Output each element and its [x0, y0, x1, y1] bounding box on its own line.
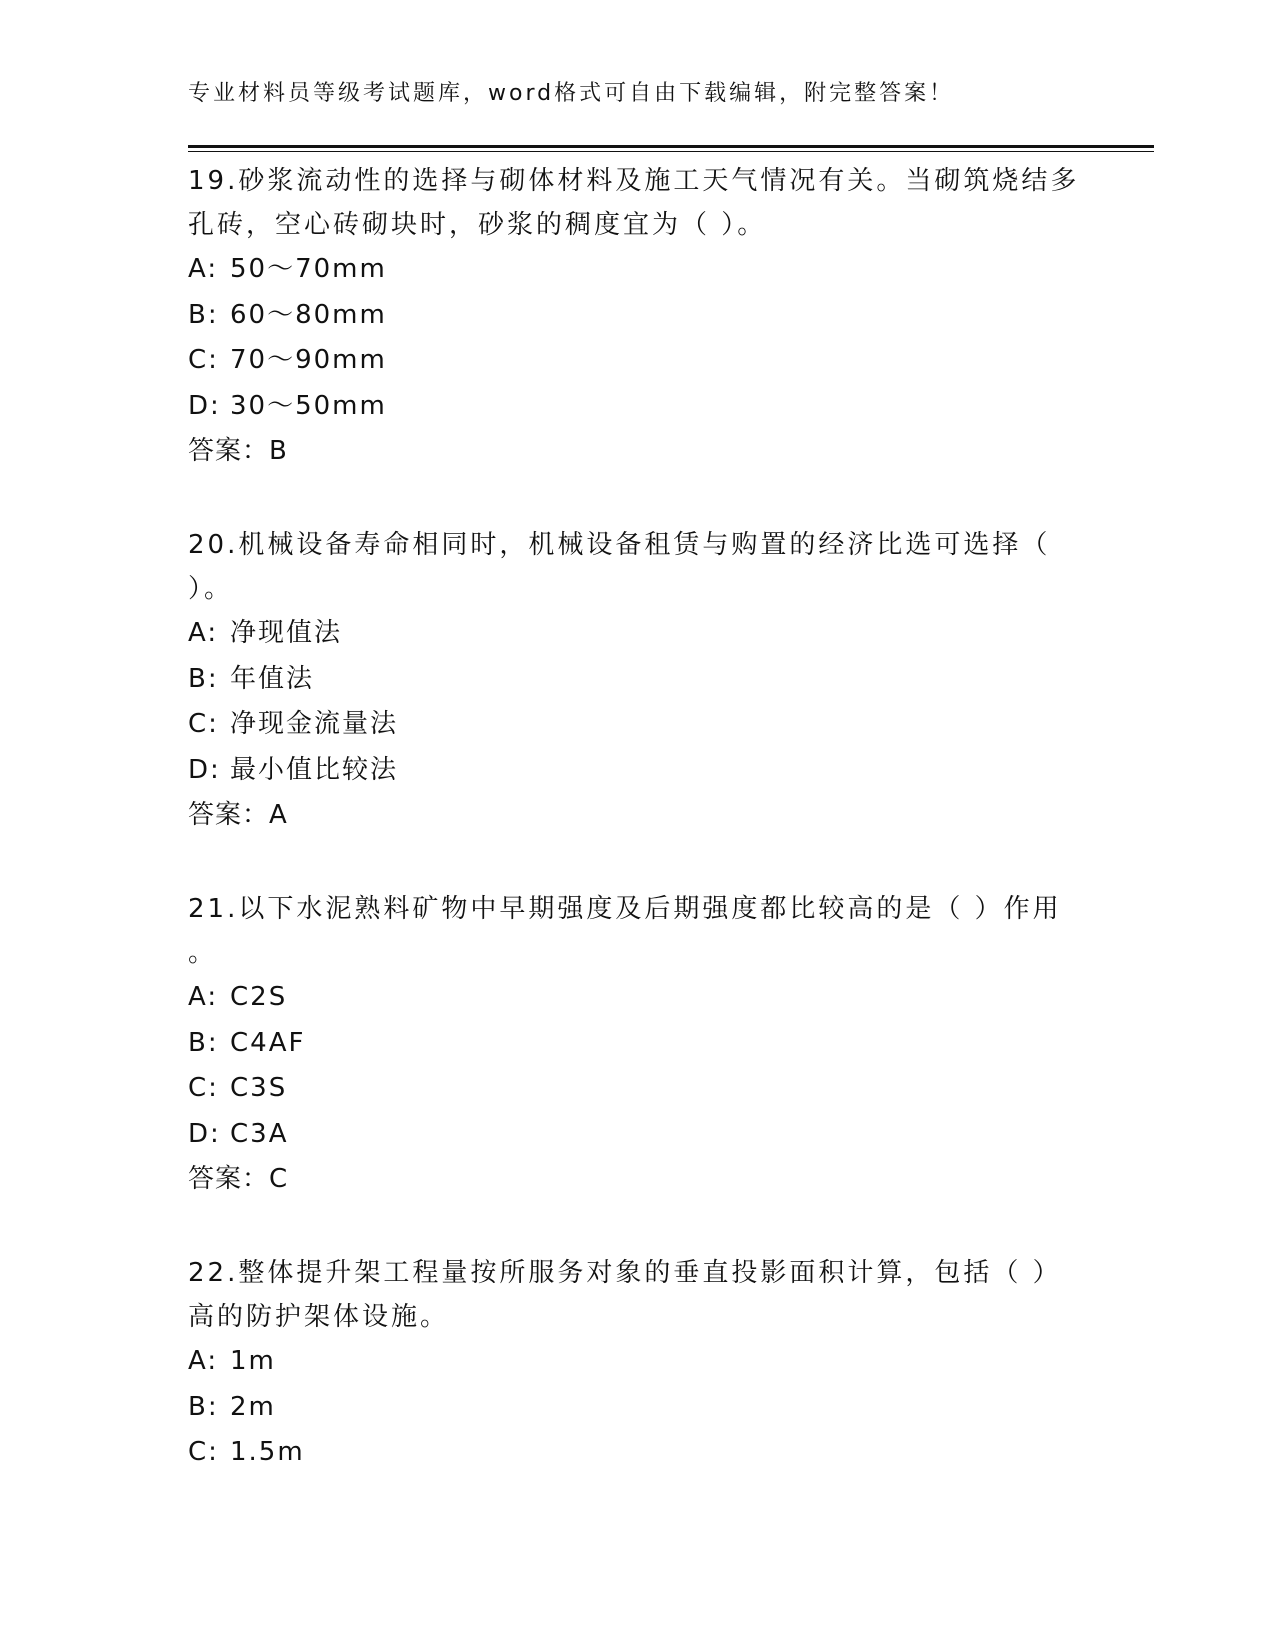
option-a — [188, 247, 1088, 293]
option-label: B: — [188, 663, 219, 694]
option-label: A: — [188, 982, 219, 1012]
option-label: A: — [188, 254, 219, 284]
option-label: A: — [188, 1346, 219, 1376]
option-d — [188, 748, 1088, 794]
option-text: 30～50mm — [230, 390, 387, 421]
option-a — [188, 1339, 1088, 1385]
question-19 — [188, 159, 1088, 475]
question-21 — [188, 887, 1088, 1203]
option-text: C3A — [230, 1118, 289, 1149]
option-c — [188, 702, 1088, 748]
answer: 答案：C — [188, 1164, 289, 1194]
question-stem-line: ）。 — [188, 574, 234, 604]
option-label: D: — [188, 1118, 221, 1149]
option-d — [188, 384, 1088, 430]
option-c — [188, 338, 1088, 384]
question-stem-line: 19.砂浆流动性的选择与砌体材料及施工天气情况有关。当砌筑烧结多 — [188, 166, 1080, 196]
question-stem-line: 高的防护架体设施。 — [188, 1302, 450, 1332]
option-text: 60～80mm — [230, 299, 387, 330]
option-text: 1.5m — [230, 1437, 305, 1467]
option-text: 最小值比较法 — [230, 754, 399, 785]
option-text: 年值法 — [230, 663, 315, 694]
option-c — [188, 1066, 1088, 1112]
option-b — [188, 293, 1088, 339]
option-label: C: — [188, 1073, 219, 1103]
option-text: C3S — [230, 1073, 288, 1103]
question-stem-line: 21.以下水泥熟料矿物中早期强度及后期强度都比较高的是（ ）作用 — [188, 894, 1062, 924]
answer: 答案：B — [188, 436, 288, 466]
question-stem-line: 孔砖，空心砖砌块时，砂浆的稠度宜为（ ）。 — [188, 210, 767, 240]
header-rule-thick — [188, 145, 1154, 148]
option-label: D: — [188, 754, 221, 785]
option-label: B: — [188, 1391, 219, 1422]
question-20 — [188, 523, 1088, 839]
option-text: C4AF — [230, 1027, 306, 1058]
option-label: C: — [188, 709, 219, 739]
option-d — [188, 1112, 1088, 1158]
option-label: A: — [188, 618, 219, 648]
option-label: B: — [188, 299, 219, 330]
option-label: C: — [188, 1437, 219, 1467]
option-text: 70～90mm — [230, 345, 387, 375]
option-b — [188, 1021, 1088, 1067]
option-text: C2S — [230, 982, 288, 1012]
option-text: 2m — [230, 1391, 276, 1422]
option-label: B: — [188, 1027, 219, 1058]
question-22 — [188, 1251, 1088, 1476]
question-stem-line: 22.整体提升架工程量按所服务对象的垂直投影面积计算，包括（ ） — [188, 1258, 1062, 1288]
option-a — [188, 611, 1088, 657]
option-b — [188, 657, 1088, 703]
option-text: 净现值法 — [230, 618, 343, 648]
question-stem-line: 20.机械设备寿命相同时，机械设备租赁与购置的经济比选可选择（ — [188, 530, 1051, 560]
option-c — [188, 1430, 1088, 1476]
option-text: 1m — [230, 1346, 276, 1376]
question-stem-line: 。 — [188, 938, 218, 968]
option-a — [188, 975, 1088, 1021]
answer: 答案：A — [188, 800, 288, 830]
option-label: D: — [188, 390, 221, 421]
option-label: C: — [188, 345, 219, 375]
option-text: 净现金流量法 — [230, 709, 399, 739]
page-header: 专业材料员等级考试题库，word格式可自由下载编辑，附完整答案！ — [188, 81, 955, 106]
header-rule-thin — [188, 151, 1154, 152]
option-b — [188, 1385, 1088, 1431]
option-text: 50～70mm — [230, 254, 387, 284]
